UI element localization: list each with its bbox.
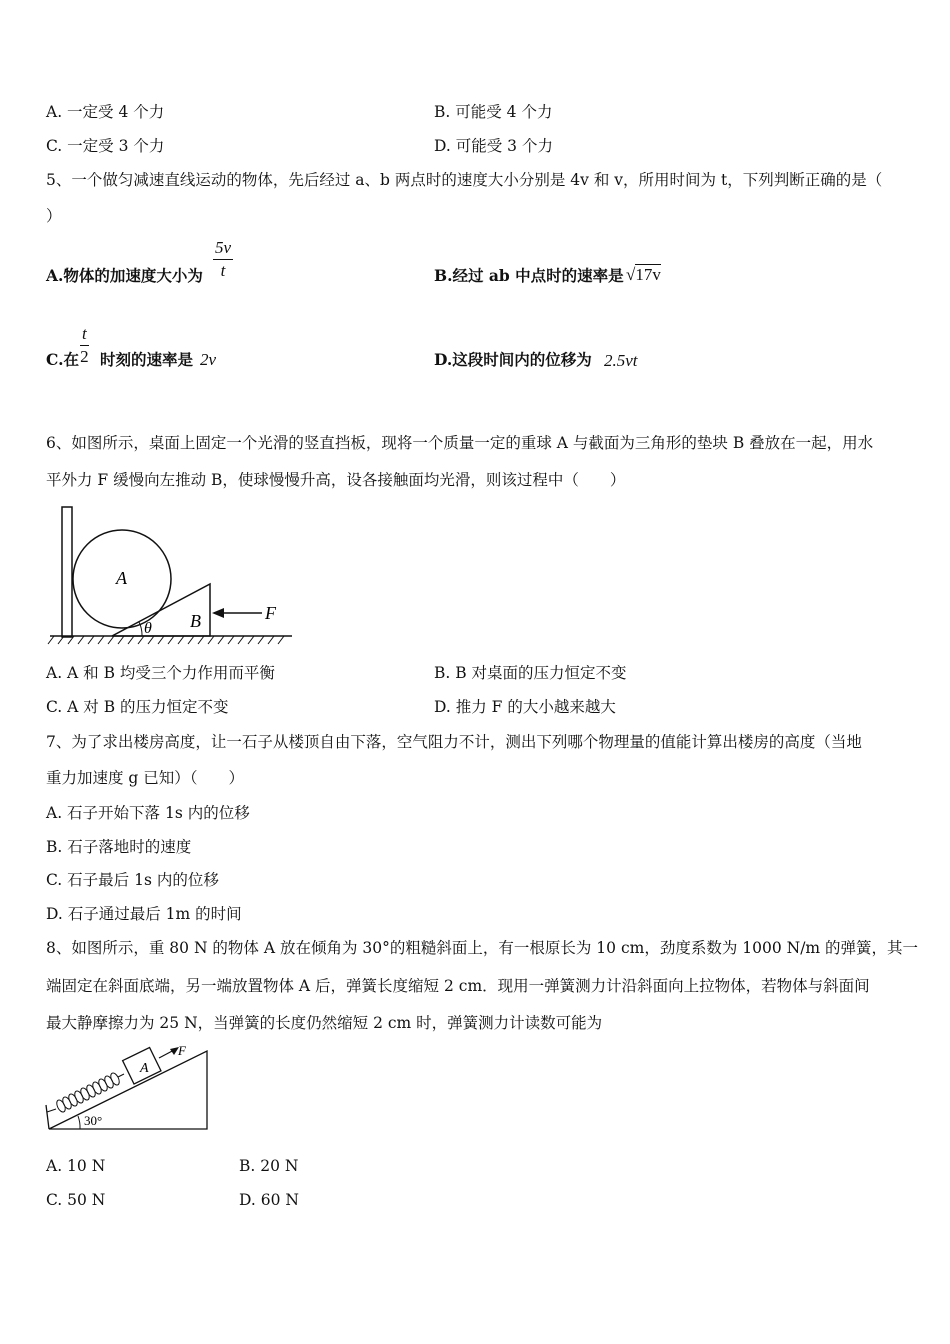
label-block: B — [190, 611, 201, 631]
q7-stem-line-2: 重力加速度 g 已知）（ ） — [46, 769, 245, 787]
q6-stem-line-1: 6、如图所示，桌面上固定一个光滑的竖直挡板，现将一个质量一定的重球 A 与截面为三角形的垫块 B 叠放在一起，用水 — [46, 434, 874, 452]
q5-option-c-math: 2v — [200, 350, 217, 369]
q5-option-b-math — [626, 264, 661, 286]
q5-option-b-text: B.经过 ab 中点时的速率是 — [434, 266, 624, 285]
q5-option-c-text-2: 时刻的速率是 — [100, 350, 194, 369]
q8-option-d: D. 60 N — [239, 1191, 299, 1209]
fraction-denominator: t — [220, 261, 226, 280]
q7-stem-line-1: 7、为了求出楼房高度，让一石子从楼顶自由下落，空气阻力不计，测出下列哪个物理量的值能计算出楼房的高度（当地 — [46, 733, 862, 751]
spring — [47, 1072, 124, 1114]
q8-stem-line-3: 最大静摩擦力为 25 N，当弹簧的长度仍然缩短 2 cm 时，弹簧测力计读数可能为 — [46, 1014, 603, 1032]
fraction-bar — [80, 345, 89, 346]
label-block: A — [140, 1061, 149, 1076]
q8-option-c: C. 50 N — [46, 1191, 106, 1209]
label-angle: θ — [144, 620, 152, 637]
q5-option-c-fraction — [80, 324, 89, 367]
q6-option-b: B. B 对桌面的压力恒定不变 — [434, 664, 627, 682]
wall — [62, 507, 72, 637]
q6-option-a: A. A 和 B 均受三个力作用而平衡 — [46, 664, 275, 682]
q5-option-a-text: A.物体的加速度大小为 — [46, 266, 203, 285]
spring-anchor-wall — [46, 1105, 49, 1129]
force-arrow-head — [212, 608, 224, 618]
fraction-numerator: t — [82, 324, 87, 343]
q6-figure — [46, 502, 296, 652]
ground-hatching — [48, 636, 284, 644]
label-force: F — [178, 1043, 186, 1058]
label-angle: 30° — [84, 1113, 103, 1128]
q8-stem-line-2: 端固定在斜面底端，另一端放置物体 A 后，弹簧长度缩短 2 cm．现用一弹簧测力计沿斜面向上拉物体，若物体与斜面间 — [46, 977, 870, 995]
q5-stem-line-2: ） — [46, 207, 62, 225]
q4-option-b: B. 可能受 4 个力 — [434, 103, 553, 121]
q5-option-c-text-1: C.在 — [46, 350, 79, 369]
q6-stem-line-2: 平外力 F 缓慢向左推动 B，使球慢慢升高，设各接触面均光滑，则该过程中（ ） — [46, 471, 626, 489]
sqrt-sign: √ — [626, 265, 636, 284]
q4-option-c: C. 一定受 3 个力 — [46, 137, 165, 155]
q7-option-a: A. 石子开始下落 1s 内的位移 — [46, 804, 250, 822]
q8-option-b: B. 20 N — [239, 1157, 299, 1175]
q6-option-d: D. 推力 F 的大小越来越大 — [434, 698, 616, 716]
q5-option-d-math: 2.5vt — [604, 351, 638, 370]
angle-arc — [78, 1116, 80, 1129]
fraction-bar — [213, 259, 233, 260]
label-force: F — [265, 603, 276, 623]
q8-stem-line-1: 8、如图所示，重 80 N 的物体 A 放在倾角为 30°的粗糙斜面上，有一根原长为 10 cm，劲度系数为 1000 N/m 的弹簧，其一 — [46, 939, 919, 957]
fraction-numerator: 5v — [215, 238, 232, 257]
q6-option-c: C. A 对 B 的压力恒定不变 — [46, 698, 229, 716]
q7-option-b: B. 石子落地时的速度 — [46, 838, 192, 856]
q7-option-d: D. 石子通过最后 1m 的时间 — [46, 905, 242, 923]
sqrt-radicand: 17v — [635, 265, 661, 284]
q7-option-c: C. 石子最后 1s 内的位移 — [46, 871, 219, 889]
label-ball: A — [116, 568, 127, 588]
q5-stem-line-1: 5、一个做匀减速直线运动的物体，先后经过 a、b 两点时的速度大小分别是 4v 和 v，所用时间为 t，下列判断正确的是（ — [46, 171, 883, 189]
q4-option-d: D. 可能受 3 个力 — [434, 137, 553, 155]
q5-option-a-fraction — [213, 238, 233, 281]
q8-option-a: A. 10 N — [46, 1157, 106, 1175]
q5-option-d-text: D.这段时间内的位移为 — [434, 350, 592, 369]
q4-option-a: A. 一定受 4 个力 — [46, 103, 165, 121]
q8-figure — [44, 1040, 214, 1135]
fraction-denominator: 2 — [80, 347, 89, 366]
